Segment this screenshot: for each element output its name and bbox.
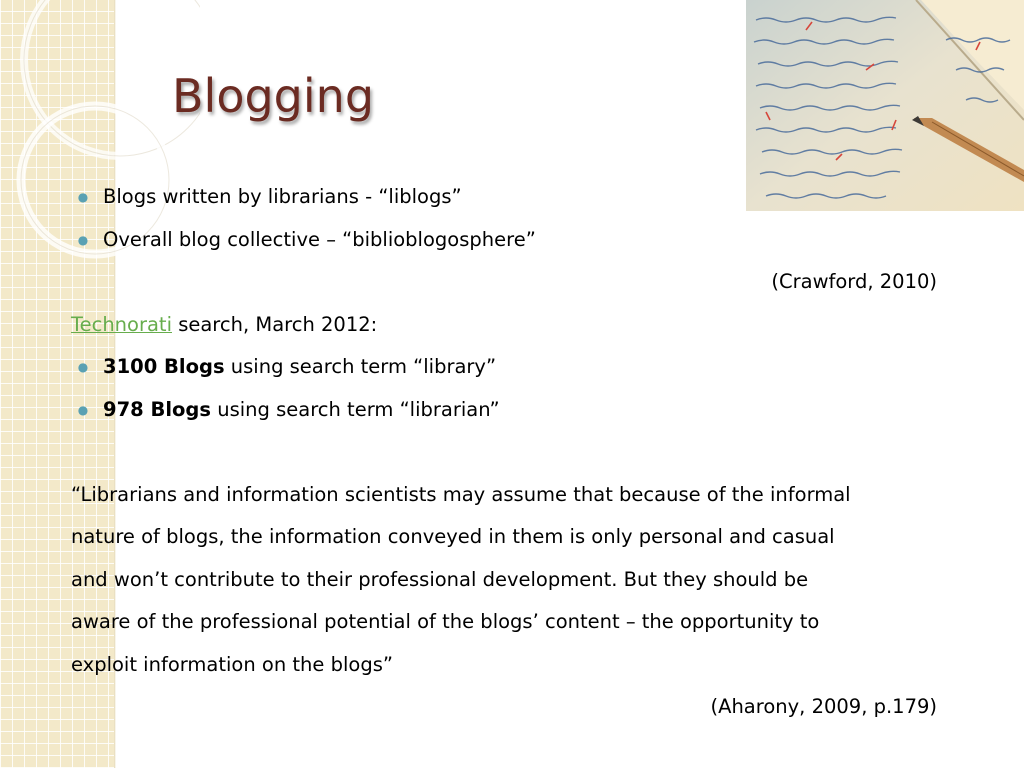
search-line-text: search, March 2012:	[172, 312, 378, 336]
quote-line: aware of the professional potential of the blogs’ content – the opportunity to	[71, 610, 820, 633]
stat-count: 3100 Blogs	[103, 355, 225, 378]
search-line	[71, 304, 981, 347]
bullet-item	[71, 346, 981, 389]
slide-title: Blogging	[172, 69, 375, 123]
bullet-dot-icon: ●	[77, 190, 89, 204]
bullet-dot-icon: ●	[77, 402, 89, 417]
bullet-dot-icon: ●	[77, 232, 89, 247]
bullet-dot-icon: ●	[77, 360, 89, 374]
spacer	[71, 431, 981, 474]
bullet-item	[71, 176, 981, 219]
citation-crawford: (Crawford, 2010)	[771, 270, 937, 293]
stat-text: using search term “library”	[224, 355, 497, 378]
bullet-item	[71, 389, 981, 432]
technorati-link[interactable]: Technorati	[71, 312, 172, 336]
quote-line: exploit information on the blogs”	[71, 652, 393, 676]
quote-line: “Librarians and information scientists may assume that because of the informal	[71, 482, 851, 506]
bullet-text: Blogs written by librarians - “liblogs”	[103, 185, 462, 208]
slide-body	[71, 176, 981, 729]
quote-line: and won’t contribute to their professional development. But they should be	[71, 567, 809, 591]
citation-aharony: (Aharony, 2009, p.179)	[710, 695, 937, 718]
stat-count: 978 Blogs	[103, 397, 212, 421]
bullet-text: Overall blog collective – “biblioblogosphere”	[103, 227, 536, 251]
stat-text: using search term “librarian”	[211, 397, 500, 421]
bullet-item	[71, 219, 981, 262]
quote-line: nature of blogs, the information conveyed in them is only personal and casual	[71, 525, 835, 548]
